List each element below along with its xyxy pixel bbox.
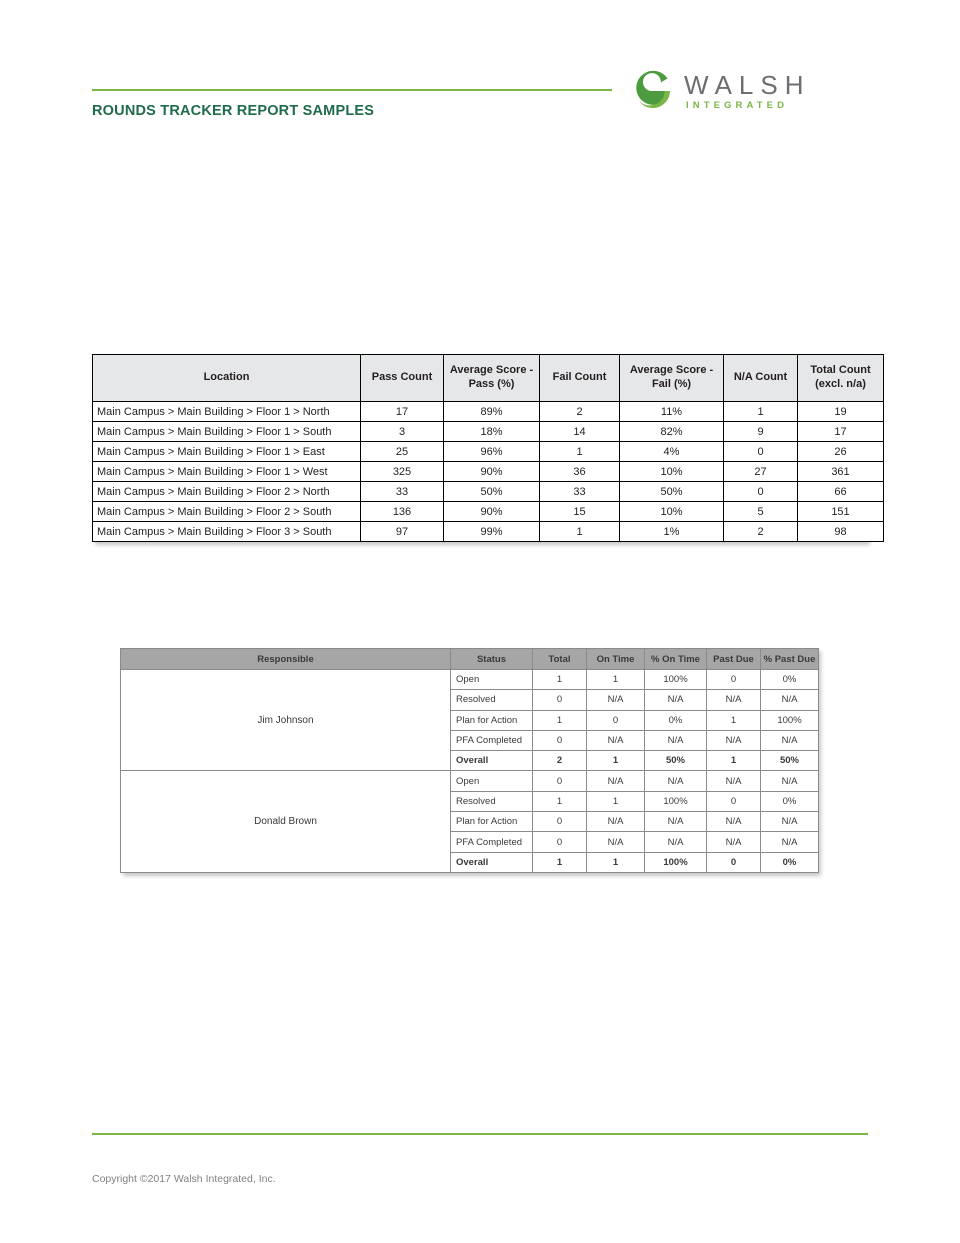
column-header-pct-past-due: % Past Due <box>761 649 819 670</box>
cell-avg-pass: 89% <box>444 402 540 422</box>
cell-past-due: N/A <box>707 832 761 852</box>
cell-pct-past-due: N/A <box>761 690 819 710</box>
cell-location: Main Campus > Main Building > Floor 1 > East <box>93 442 361 462</box>
cell-pct-on-time: N/A <box>645 812 707 832</box>
cell-na-count: 2 <box>724 522 798 542</box>
cell-fail-count: 1 <box>540 442 620 462</box>
cell-avg-pass: 90% <box>444 502 540 522</box>
column-header-responsible: Responsible <box>121 649 451 670</box>
column-header-past-due: Past Due <box>707 649 761 670</box>
cell-total: 1 <box>533 710 587 730</box>
cell-total: 98 <box>798 522 884 542</box>
cell-pass-count: 3 <box>361 422 444 442</box>
cell-total: 19 <box>798 402 884 422</box>
cell-avg-fail: 11% <box>620 402 724 422</box>
cell-status: Open <box>451 670 533 690</box>
column-header-total: Total <box>533 649 587 670</box>
cell-past-due: N/A <box>707 771 761 791</box>
cell-on-time: N/A <box>587 690 645 710</box>
cell-location: Main Campus > Main Building > Floor 2 > North <box>93 482 361 502</box>
cell-pct-on-time: N/A <box>645 690 707 710</box>
cell-fail-count: 33 <box>540 482 620 502</box>
cell-avg-pass: 96% <box>444 442 540 462</box>
table-row <box>93 522 884 542</box>
column-header-fail-count: Fail Count <box>540 355 620 402</box>
cell-na-count: 0 <box>724 442 798 462</box>
cell-pct-on-time: N/A <box>645 730 707 750</box>
cell-pass-count: 136 <box>361 502 444 522</box>
cell-location: Main Campus > Main Building > Floor 2 > South <box>93 502 361 522</box>
cell-pct-on-time: 100% <box>645 791 707 811</box>
cell-total: 26 <box>798 442 884 462</box>
responsible-status-table-container <box>120 648 818 873</box>
cell-past-due: 0 <box>707 852 761 872</box>
responsible-status-table <box>120 648 819 873</box>
table-header-row <box>121 649 819 670</box>
cell-on-time: 1 <box>587 670 645 690</box>
cell-na-count: 27 <box>724 462 798 482</box>
cell-na-count: 5 <box>724 502 798 522</box>
cell-status: Overall <box>451 751 533 771</box>
cell-pct-past-due: N/A <box>761 812 819 832</box>
cell-pass-count: 17 <box>361 402 444 422</box>
cell-pct-past-due: 0% <box>761 852 819 872</box>
cell-status: Resolved <box>451 690 533 710</box>
cell-pct-past-due: 0% <box>761 791 819 811</box>
cell-past-due: 0 <box>707 670 761 690</box>
cell-status: PFA Completed <box>451 730 533 750</box>
cell-total: 1 <box>533 791 587 811</box>
page-header <box>0 0 960 150</box>
cell-responsible: Jim Johnson <box>121 670 451 771</box>
cell-fail-count: 15 <box>540 502 620 522</box>
cell-on-time: 0 <box>587 710 645 730</box>
cell-total: 1 <box>533 852 587 872</box>
column-header-status: Status <box>451 649 533 670</box>
cell-status: Open <box>451 771 533 791</box>
cell-total: 0 <box>533 730 587 750</box>
logo-wordmark: WALSH <box>684 70 811 100</box>
cell-past-due: N/A <box>707 812 761 832</box>
cell-total: 151 <box>798 502 884 522</box>
cell-total: 0 <box>533 832 587 852</box>
cell-pct-on-time: 100% <box>645 852 707 872</box>
cell-pct-on-time: 0% <box>645 710 707 730</box>
cell-past-due: 1 <box>707 710 761 730</box>
cell-pct-on-time: 50% <box>645 751 707 771</box>
cell-na-count: 9 <box>724 422 798 442</box>
cell-fail-count: 36 <box>540 462 620 482</box>
column-header-location: Location <box>93 355 361 402</box>
table-row <box>121 670 819 690</box>
cell-total: 0 <box>533 812 587 832</box>
cell-on-time: N/A <box>587 730 645 750</box>
cell-total: 17 <box>798 422 884 442</box>
swirl-circle-icon <box>630 68 676 114</box>
cell-past-due: 1 <box>707 751 761 771</box>
cell-pass-count: 325 <box>361 462 444 482</box>
cell-pass-count: 33 <box>361 482 444 502</box>
cell-avg-fail: 50% <box>620 482 724 502</box>
cell-na-count: 1 <box>724 402 798 422</box>
cell-location: Main Campus > Main Building > Floor 1 > North <box>93 402 361 422</box>
cell-pct-past-due: 50% <box>761 751 819 771</box>
cell-pass-count: 25 <box>361 442 444 462</box>
cell-avg-fail: 10% <box>620 462 724 482</box>
logo-tagline: INTEGRATED <box>686 100 789 111</box>
location-summary-table <box>92 354 884 542</box>
cell-pct-past-due: N/A <box>761 832 819 852</box>
cell-total: 0 <box>533 771 587 791</box>
cell-total: 1 <box>533 670 587 690</box>
cell-total: 66 <box>798 482 884 502</box>
table-row <box>93 422 884 442</box>
cell-past-due: N/A <box>707 730 761 750</box>
cell-avg-fail: 10% <box>620 502 724 522</box>
table-row <box>93 462 884 482</box>
cell-past-due: 0 <box>707 791 761 811</box>
cell-pct-past-due: N/A <box>761 771 819 791</box>
column-header-pct-on-time: % On Time <box>645 649 707 670</box>
cell-on-time: N/A <box>587 832 645 852</box>
column-header-avg-score-fail: Average Score - Fail (%) <box>620 355 724 402</box>
cell-avg-pass: 90% <box>444 462 540 482</box>
cell-on-time: N/A <box>587 771 645 791</box>
cell-avg-pass: 18% <box>444 422 540 442</box>
cell-pct-on-time: N/A <box>645 771 707 791</box>
cell-on-time: N/A <box>587 812 645 832</box>
cell-status: Plan for Action <box>451 812 533 832</box>
cell-pass-count: 97 <box>361 522 444 542</box>
cell-pct-on-time: 100% <box>645 670 707 690</box>
location-summary-table-container <box>92 354 871 542</box>
header-divider <box>92 89 612 91</box>
column-header-on-time: On Time <box>587 649 645 670</box>
column-header-total-count: Total Count (excl. n/a) <box>798 355 884 402</box>
cell-on-time: 1 <box>587 751 645 771</box>
page-title: ROUNDS TRACKER REPORT SAMPLES <box>92 103 375 119</box>
table-row <box>121 771 819 791</box>
table-header-row <box>93 355 884 402</box>
cell-avg-fail: 82% <box>620 422 724 442</box>
cell-status: Overall <box>451 852 533 872</box>
cell-on-time: 1 <box>587 852 645 872</box>
cell-location: Main Campus > Main Building > Floor 1 > West <box>93 462 361 482</box>
cell-location: Main Campus > Main Building > Floor 1 > South <box>93 422 361 442</box>
cell-location: Main Campus > Main Building > Floor 3 > South <box>93 522 361 542</box>
cell-responsible: Donald Brown <box>121 771 451 872</box>
cell-total: 361 <box>798 462 884 482</box>
cell-status: Plan for Action <box>451 710 533 730</box>
footer-divider <box>92 1133 868 1135</box>
cell-on-time: 1 <box>587 791 645 811</box>
walsh-integrated-logo <box>630 68 870 120</box>
copyright-notice: Copyright ©2017 Walsh Integrated, Inc. <box>92 1173 276 1185</box>
cell-pct-past-due: 100% <box>761 710 819 730</box>
table-row <box>93 482 884 502</box>
cell-status: PFA Completed <box>451 832 533 852</box>
cell-status: Resolved <box>451 791 533 811</box>
cell-avg-fail: 1% <box>620 522 724 542</box>
cell-pct-on-time: N/A <box>645 832 707 852</box>
cell-avg-pass: 99% <box>444 522 540 542</box>
cell-total: 0 <box>533 690 587 710</box>
cell-fail-count: 14 <box>540 422 620 442</box>
cell-pct-past-due: 0% <box>761 670 819 690</box>
table-row <box>93 402 884 422</box>
column-header-avg-score-pass: Average Score - Pass (%) <box>444 355 540 402</box>
table-row <box>93 502 884 522</box>
cell-avg-fail: 4% <box>620 442 724 462</box>
cell-avg-pass: 50% <box>444 482 540 502</box>
cell-na-count: 0 <box>724 482 798 502</box>
cell-pct-past-due: N/A <box>761 730 819 750</box>
cell-past-due: N/A <box>707 690 761 710</box>
cell-fail-count: 2 <box>540 402 620 422</box>
column-header-na-count: N/A Count <box>724 355 798 402</box>
table-row <box>93 442 884 462</box>
cell-fail-count: 1 <box>540 522 620 542</box>
column-header-pass-count: Pass Count <box>361 355 444 402</box>
cell-total: 2 <box>533 751 587 771</box>
